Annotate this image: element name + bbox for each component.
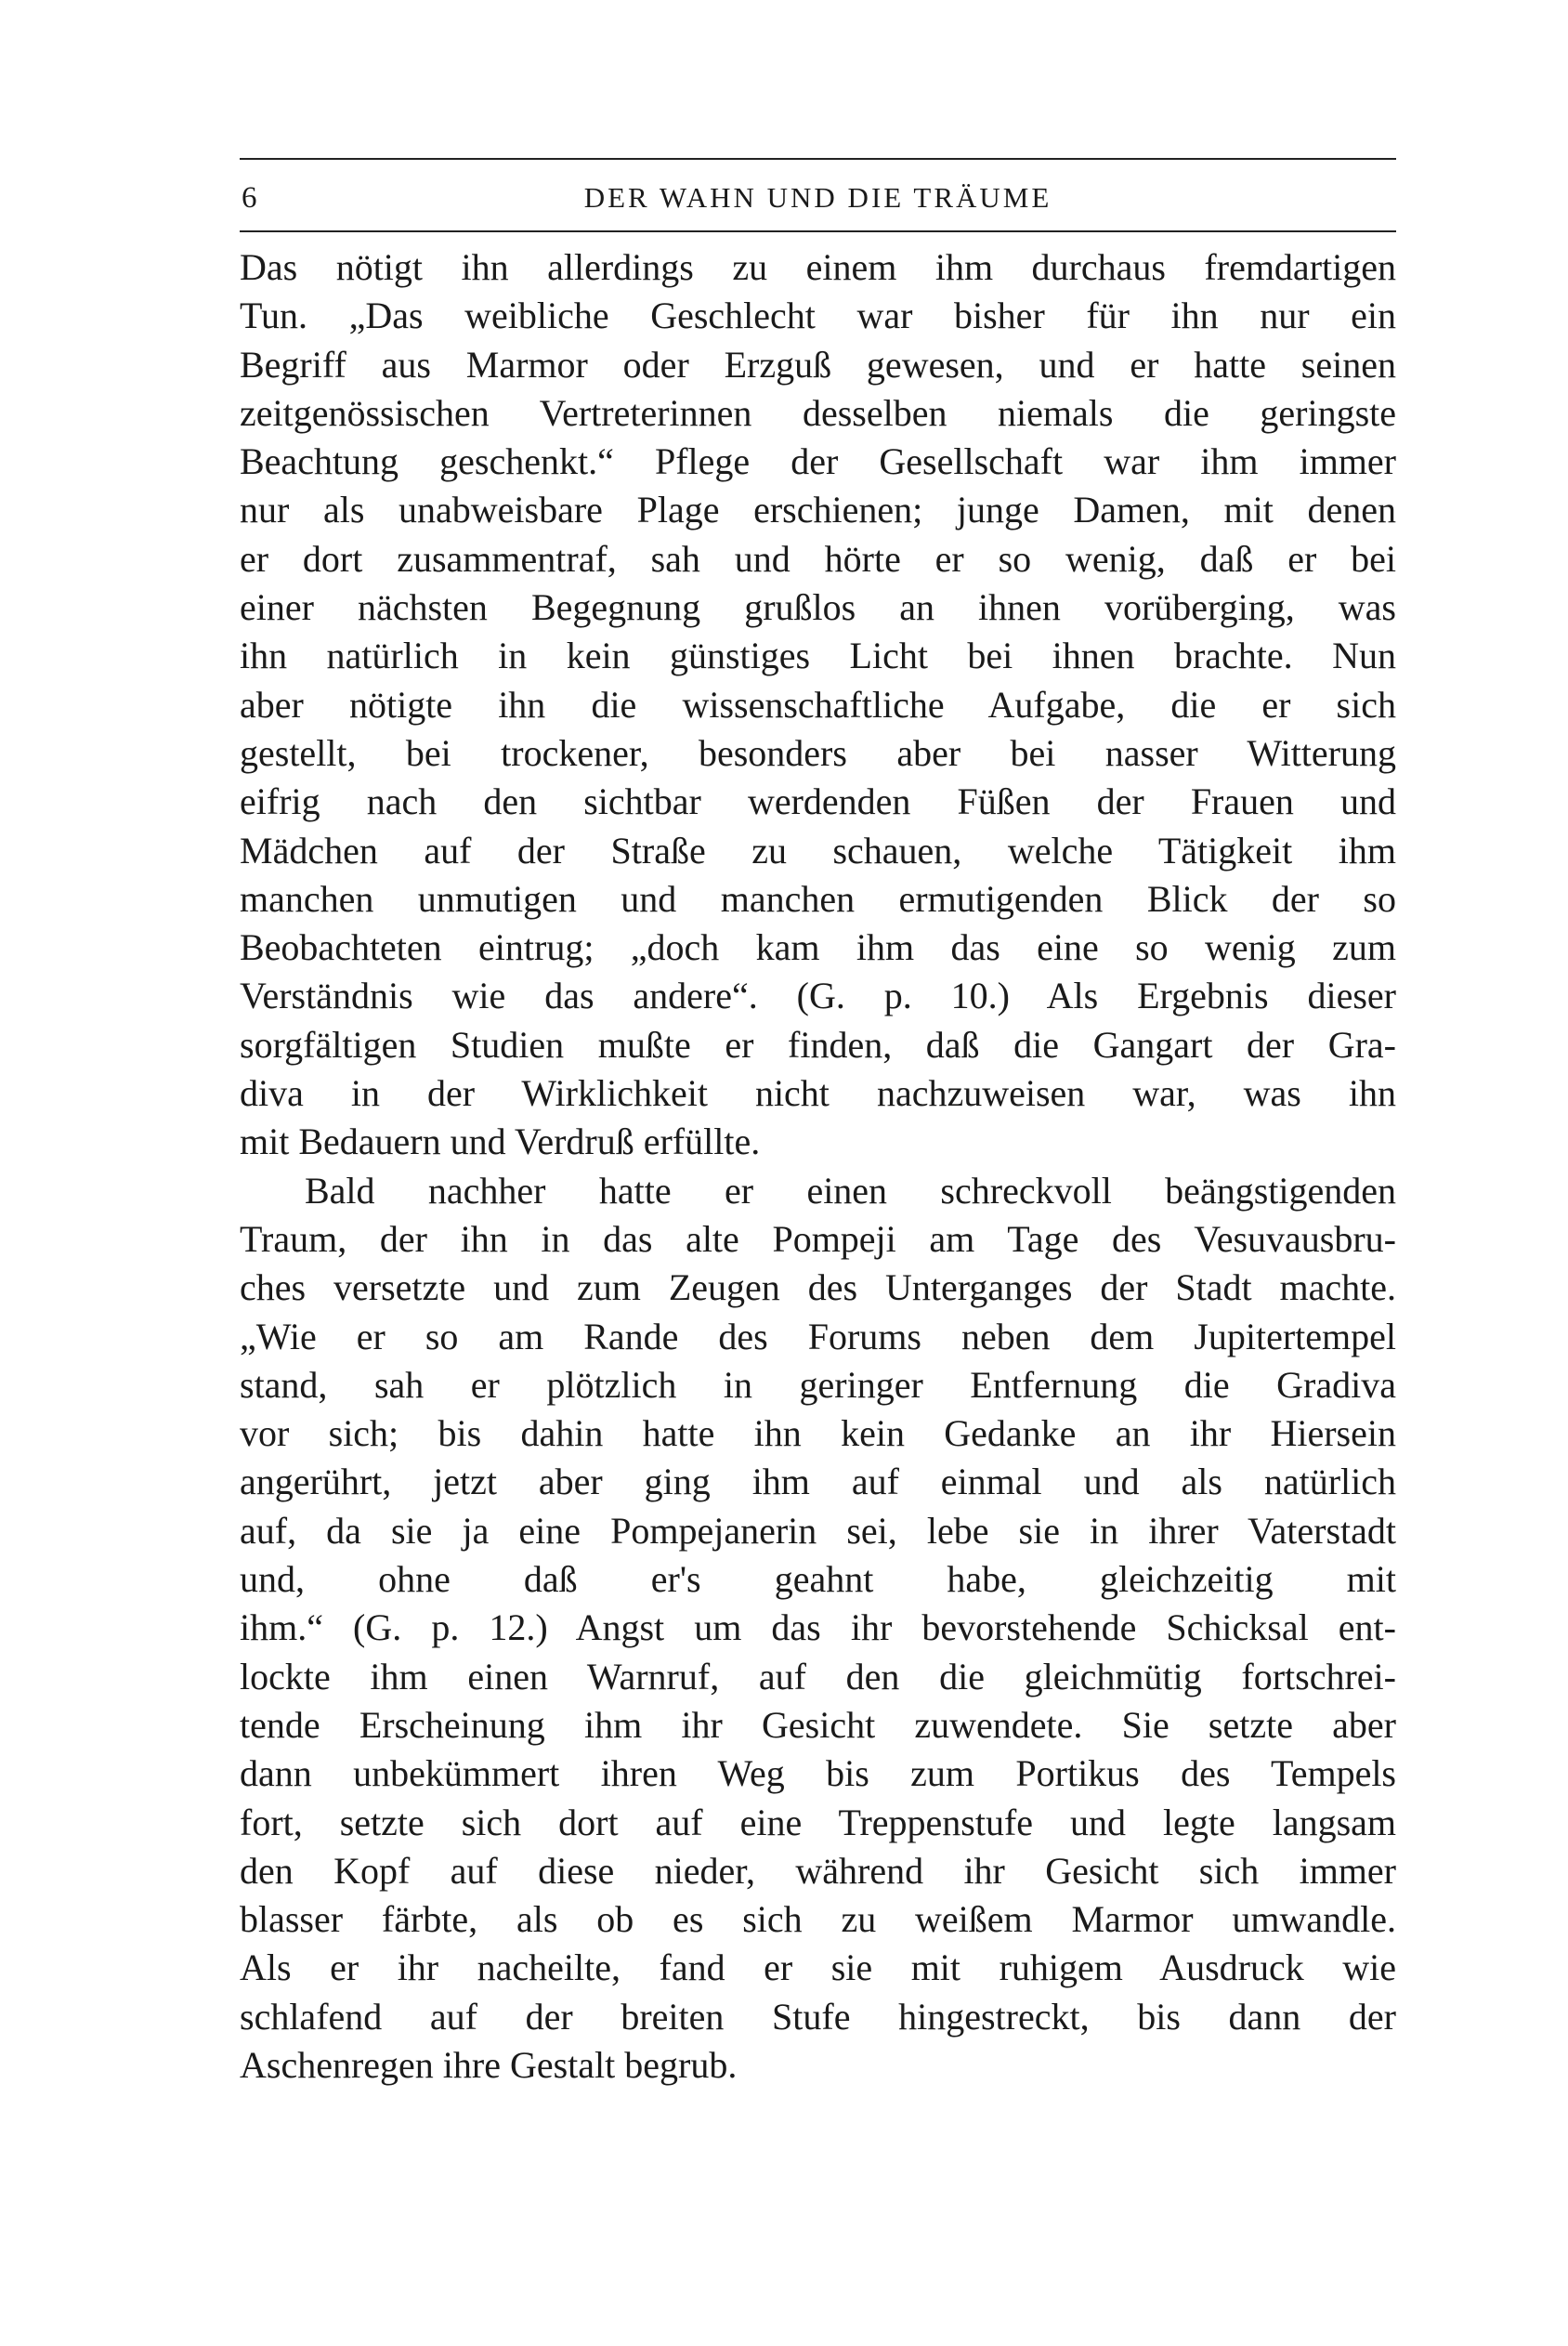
text-line: stand, sah er plötzlich in geringer Entfernung die Gradiva [240,1363,1396,1406]
text-line: fort, setzte sich dort auf eine Treppenstufe und legte langsam [240,1801,1396,1843]
text-line: vor sich; bis dahin hatte ihn kein Gedanke an ihr Hiersein [240,1412,1396,1455]
body-text [240,243,1396,2090]
text-line: Beachtung geschenkt.“ Pflege der Gesellschaft war ihm immer [240,440,1396,483]
text-line: sorgfältigen Studien mußte er finden, daß die Gangart der Gra- [240,1023,1396,1066]
text-line: eifrig nach den sichtbar werdenden Füßen der Frauen und [240,780,1396,823]
text-line: angerührt, jetzt aber ging ihm auf einmal und als natürlich [240,1461,1396,1503]
text-line: er dort zusammentraf, sah und hörte er so wenig, daß er bei [240,537,1396,580]
text-line: gestellt, bei trockener, besonders aber bei nasser Witterung [240,731,1396,774]
text-line: ihm.“ (G. p. 12.) Angst um das ihr bevorstehende Schicksal ent- [240,1606,1396,1649]
text-line: lockte ihm einen Warnruf, auf den die gleichmütig fortschrei- [240,1655,1396,1697]
text-line: nur als unabweisbare Plage erschienen; junge Damen, mit denen [240,489,1396,531]
text-line: dann unbekümmert ihren Weg bis zum Portikus des Tempels [240,1752,1396,1795]
text-line: den Kopf auf diese nieder, während ihr Gesicht sich immer [240,1849,1396,1892]
header-rule-bottom [240,230,1396,232]
text-line: Mädchen auf der Straße zu schauen, welche Tätigkeit ihm [240,829,1396,872]
text-line: aber nötigte ihn die wissenschaftliche Aufgabe, die er sich [240,683,1396,726]
text-line: Begriff aus Marmor oder Erzguß gewesen, und er hatte seinen [240,343,1396,386]
text-line: manchen unmutigen und manchen ermutigenden Blick der so [240,877,1396,920]
text-line: Als er ihr nacheilte, fand er sie mit ruhigem Ausdruck wie [240,1946,1396,1989]
text-line: Beobachteten eintrug; „doch kam ihm das eine so wenig zum [240,926,1396,969]
text-line: Aschenregen ihre Gestalt begrub. [240,2043,738,2086]
text-line: diva in der Wirklichkeit nicht nachzuweisen war, was ihn [240,1072,1396,1115]
text-line: auf, da sie ja eine Pompejanerin sei, lebe sie in ihrer Vaterstadt [240,1509,1396,1552]
text-line: Verständnis wie das andere“. (G. p. 10.) Als Ergebnis dieser [240,975,1396,1017]
page-number: 6 [242,181,257,215]
text-line: tende Erscheinung ihm ihr Gesicht zuwendete. Sie setzte aber [240,1703,1396,1746]
text-line: Bald nachher hatte er einen schreckvoll beängstigenden [305,1169,1396,1212]
header-rule-top [240,158,1396,160]
book-page [240,158,1396,2090]
text-line: schlafend auf der breiten Stufe hingestreckt, bis dann der [240,1995,1396,2038]
text-line: und, ohne daß er's geahnt habe, gleichzeitig mit [240,1558,1396,1601]
page-header [240,173,1396,223]
text-line: mit Bedauern und Verdruß erfüllte. [240,1121,761,1163]
text-line: Tun. „Das weibliche Geschlecht war bisher für ihn nur ein [240,295,1396,337]
text-line: einer nächsten Begegnung grußlos an ihnen vorüberging, was [240,586,1396,629]
text-line: ches versetzte und zum Zeugen des Unterganges der Stadt machte. [240,1266,1396,1309]
text-line: ihn natürlich in kein günstiges Licht bei ihnen brachte. Nun [240,635,1396,677]
text-line: „Wie er so am Rande des Forums neben dem Jupitertempel [240,1315,1396,1357]
text-line: blasser färbte, als ob es sich zu weißem Marmor umwandle. [240,1898,1396,1941]
text-line: Das nötigt ihn allerdings zu einem ihm durchaus fremdartigen [240,246,1396,288]
text-line: zeitgenössischen Vertreterinnen desselben niemals die geringste [240,391,1396,434]
running-title: DER WAHN UND DIE TRÄUME [583,181,1052,214]
text-line: Traum, der ihn in das alte Pompeji am Tage des Vesuvausbru- [240,1217,1396,1260]
